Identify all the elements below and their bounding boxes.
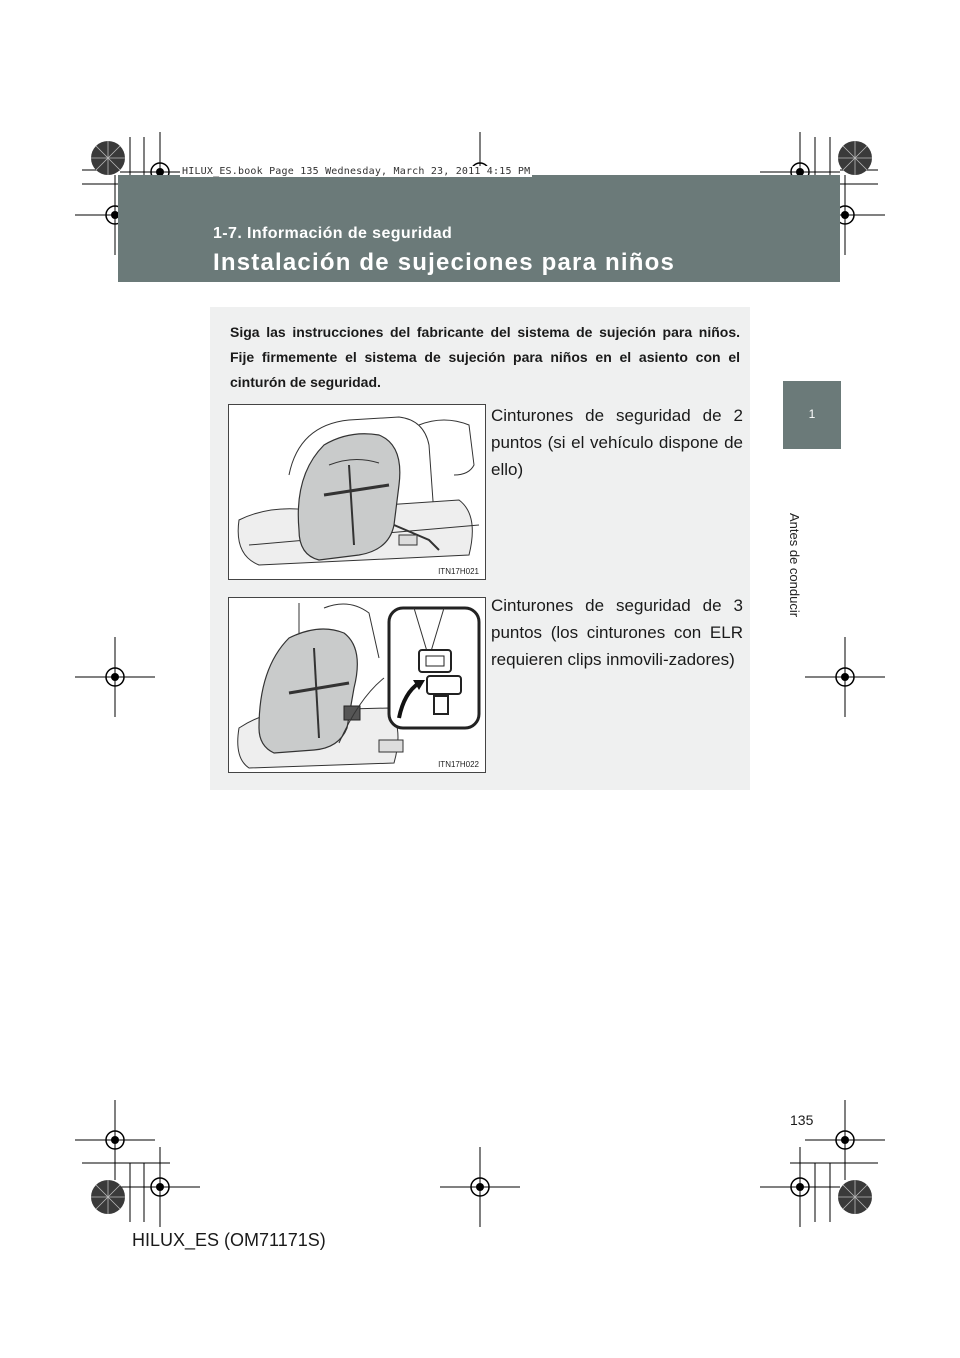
section-label: 1-7. Información de seguridad [213,225,453,242]
manual-code: HILUX_ES (OM71171S) [132,1230,326,1250]
caption-3-point-belt: Cinturones de seguridad de 3 puntos (los cinturones con ELR requieren clips inmovili-zadores) [491,596,743,669]
child-seat-illustration [229,405,485,579]
child-seat-locking-clip-illustration [229,598,485,772]
figure-2-point-belt [228,404,486,580]
figure-code: ITN17H022 [438,760,479,769]
figure-3-point-belt [228,597,486,773]
page-number: 135 [790,1112,814,1128]
page-title: Instalación de sujeciones para niños [213,249,675,276]
chapter-tab-label-text: Antes de conducir [787,513,802,618]
chapter-tab-number: 1 [808,407,816,421]
caption-2-point-belt: Cinturones de seguridad de 2 puntos (si el vehículo dispone de ello) [491,406,743,479]
figure-code: ITN17H021 [438,567,479,576]
book-info-stamp: HILUX_ES.book Page 135 Wednesday, March 23, 2011 4:15 PM [182,166,531,177]
intro-paragraph: Siga las instrucciones del fabricante del sistema de sujeción para niños. Fije firmemente el sistema de sujeción para niños en el asiento con el cinturón de seguridad. [230,324,740,390]
